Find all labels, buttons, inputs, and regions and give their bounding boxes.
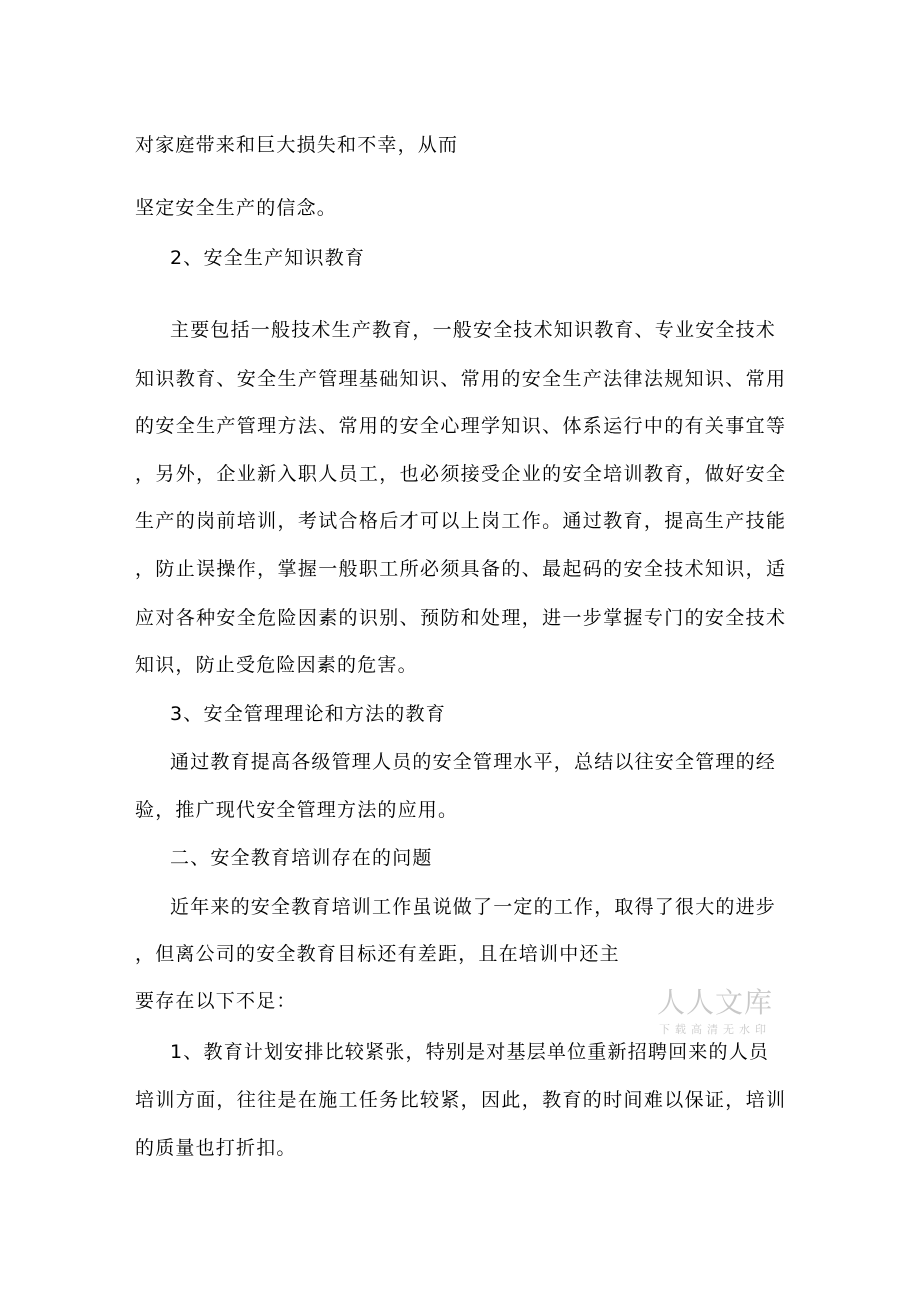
section-heading: 1、教育计划安排比较紧张，特别是对基层单位重新招聘回来的人员 [170,1041,770,1063]
section-heading: 2、安全生产知识教育 [170,247,366,269]
text-line: 的质量也打折扣。 [135,1137,297,1159]
watermark-subtitle: 下载高清无水印 [659,1023,771,1036]
text-line: 要存在以下不足： [135,990,297,1012]
text-line: ，防止误操作，掌握一般职工所必须具备的、最起码的安全技术知识，适 [135,558,785,580]
text-line: 验，推广现代安全管理方法的应用。 [135,799,459,821]
text-line: ，但离公司的安全教育目标还有差距，且在培训中还主 [135,943,620,965]
watermark-title: 人人文库 [656,986,773,1019]
text-line: 生产的岗前培训，考试合格后才可以上岗工作。通过教育，提高生产技能 [135,510,785,532]
section-heading: 二、安全教育培训存在的问题 [170,847,433,869]
text-line: 培训方面，往往是在施工任务比较紧，因此，教育的时间难以保证，培训 [135,1089,785,1111]
text-line: 应对各种安全危险因素的识别、预防和处理，进一步掌握专门的安全技术 [135,607,785,629]
text-line: 对家庭带来和巨大损失和不幸，从而 [135,134,459,156]
text-line: 的安全生产管理方法、常用的安全心理学知识、体系运行中的有关事宜等 [135,415,785,437]
text-line: 知识教育、安全生产管理基础知识、常用的安全生产法律法规知识、常用 [135,368,785,390]
text-line: 主要包括一般技术生产教育，一般安全技术知识教育、专业安全技术 [170,319,777,341]
section-heading: 3、安全管理理论和方法的教育 [170,703,446,725]
text-line: 通过教育提高各级管理人员的安全管理水平，总结以往安全管理的经 [170,751,777,773]
text-line: 坚定安全生产的信念。 [135,197,338,219]
text-line: ，另外，企业新入职人员工，也必须接受企业的安全培训教育，做好安全 [135,463,785,485]
watermark [650,987,780,1037]
text-line: 近年来的安全教育培训工作虽说做了一定的工作，取得了很大的进步 [170,896,777,918]
text-line: 知识，防止受危险因素的危害。 [135,654,418,676]
